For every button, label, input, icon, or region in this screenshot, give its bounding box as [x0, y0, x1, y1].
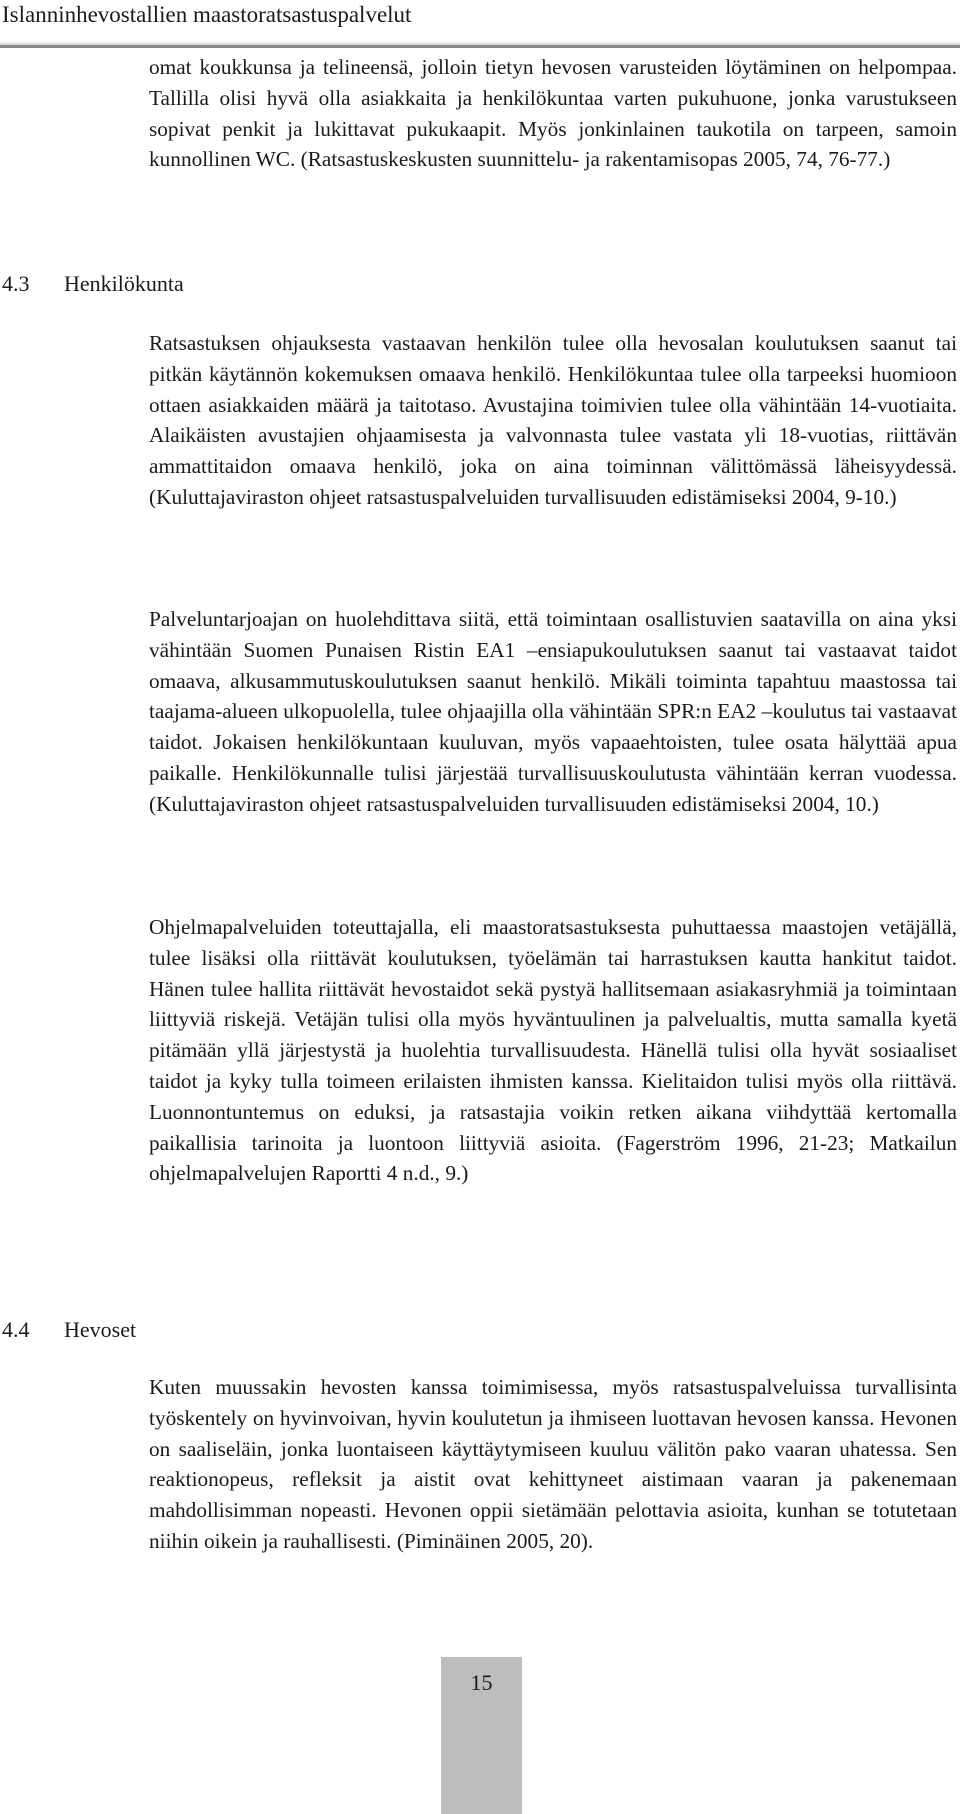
paragraph-intro: omat koukkunsa ja telineensä, jolloin tietyn hevosen varusteiden löytäminen on helpompaa. Tallilla olisi hyvä olla asiakkaita ja henkilökuntaa varten pukuhuone, jonka varustukseen sopivat penkit ja lukittavat pukukaapit. Myös jonkinlainen taukotila on tarpeen, samoin kunnollinen WC. (Ratsastuskeskusten suunnittelu- ja rakentamisopas 2005, 74, 76-77.): [149, 55, 957, 172]
page-number: 15: [470, 1670, 493, 1695]
running-header: [0, 0, 960, 48]
page-number-box: [441, 1657, 522, 1814]
paragraph-staff-3: Ohjelmapalveluiden toteuttajalla, eli maastoratsastuksesta puhuttaessa maastojen vetäjällä, tulee lisäksi olla riittävät koulutuksen, työelämän tai harrastuksen kautta hankitut taidot. Hänen tulee hallita riittävät hevostaidot sekä pystyä hallitsemaan asiakasryhmiä ja toimintaan liittyviä riskejä. Vetäjän tulisi olla myös hyväntuulinen ja palvelualtis, mutta samalla kyetä pitämään yllä järjestystä ja huolehtia turvallisuudesta. Hänellä tulisi olla hyvät sosiaaliset taidot ja kyky tulla toimeen erilaisten ihmisten kanssa. Kielitaidon tulisi myös olla riittävä. Luonnontuntemus on eduksi, ja ratsastajia voikin retken aikana viihdyttää kertomalla paikallisia tarinoita ja luontoon liittyviä asioita. (Fagerström 1996, 21-23; Matkailun ohjelmapalvelujen Raportti 4 n.d., 9.): [149, 915, 957, 1186]
document-title: Islanninhevostallien maastoratsastuspalvelut: [2, 2, 412, 27]
section-number: 4.4: [2, 1317, 30, 1342]
section-heading-staff: [2, 270, 184, 298]
paragraph-staff-2: Palveluntarjoajan on huolehdittava siitä, että toimintaan osallistuvien saatavilla on aina yksi vähintään Suomen Punaisen Ristin EA1 –ensiapukoulutuksen saanut tai vastaavat taidot omaava, alkusammutuskoulutuksen saanut henkilö. Mikäli toiminta tapahtuu maastossa tai taajama-alueen ulkopuolella, tulee ohjaajilla olla vähintään SPR:n EA2 –koulutus tai vastaavat taidot. Jokaisen henkilökuntaan kuuluvan, myös vapaaehtoisten, tulee osata hälyttää apua paikalle. Henkilökunnalle tulisi järjestää turvallisuuskoulutusta vähintään kerran vuodessa. (Kuluttajaviraston ohjeet ratsastuspalveluiden turvallisuuden edistämiseksi 2004, 10.): [149, 607, 957, 816]
paragraph-staff-1: Ratsastuksen ohjauksesta vastaavan henkilön tulee olla hevosalan koulutuksen saanut tai pitkän käytännön kokemuksen omaava henkilö. Henkilökuntaa tulee olla tarpeeksi huomioon ottaen asiakkaiden määrä ja taitotaso. Avustajina toimivien tulee olla vähintään 14-vuotiaita. Alaikäisten avustajien ohjaamisesta ja valvonnasta tulee vastata yli 18-vuotias, riittävän ammattitaidon omaava henkilö, joka on aina toiminnan välittömässä läheisyydessä. (Kuluttajaviraston ohjeet ratsastuspalveluiden turvallisuuden edistämiseksi 2004, 9-10.): [149, 331, 957, 509]
section-heading-horses: [2, 1316, 136, 1344]
paragraph-horses-1: Kuten muussakin hevosten kanssa toimimisessa, myös ratsastuspalveluissa turvallisinta työskentely on hyvinvoivan, hyvin koulutetun ja ihmiseen luottavan hevosen kanssa. Hevonen on saaliseläin, jonka luontaiseen käyttäytymiseen kuuluu välitön pako vaaran uhatessa. Sen reaktionopeus, refleksit ja aistit ovat kehittyneet aistimaan vaaran ja pakenemaan mahdollisimman nopeasti. Hevonen oppii sietämään pelottavia asioita, kunhan se totutetaan niihin oikein ja rauhallisesti. (Piminäinen 2005, 20).: [149, 1375, 957, 1553]
section-title: Henkilökunta: [64, 271, 184, 296]
section-title: Hevoset: [64, 1317, 137, 1342]
section-number: 4.3: [2, 271, 30, 296]
